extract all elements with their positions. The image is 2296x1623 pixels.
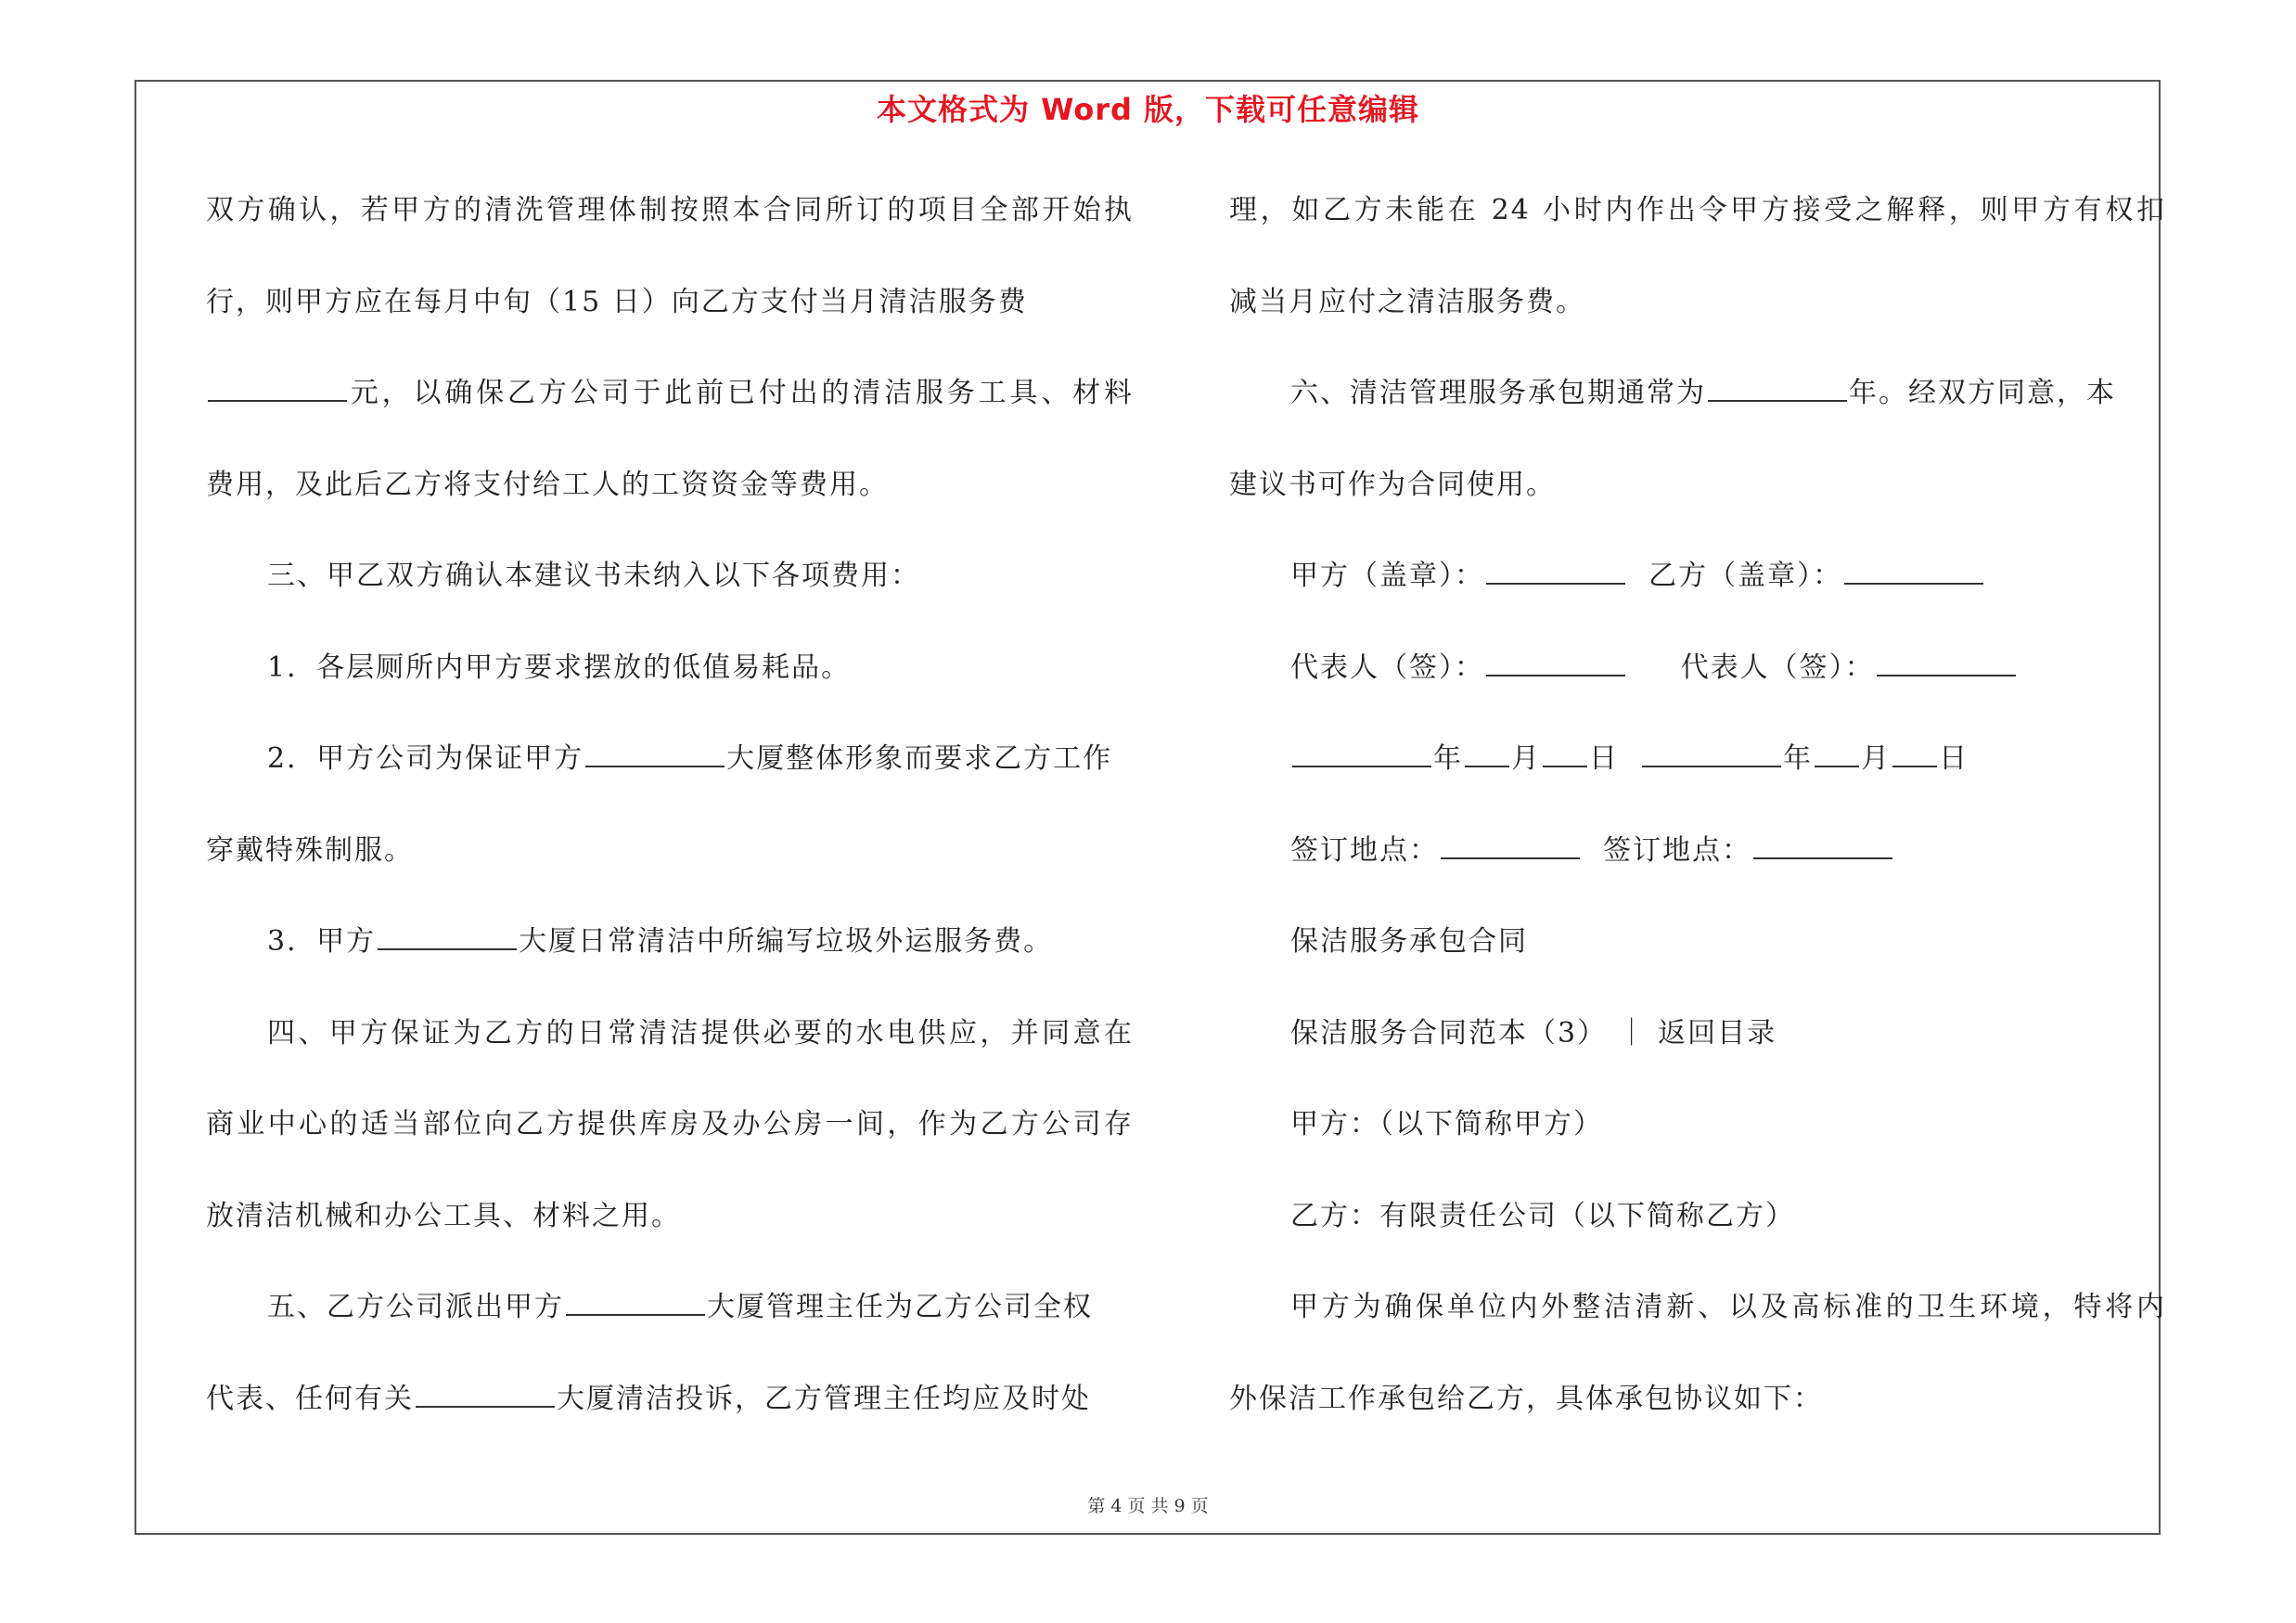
fill-in-blank: [1486, 654, 1625, 676]
text-line: 三、甲乙双方确认本建议书未纳入以下各项费用：: [267, 560, 920, 592]
fill-in-blank: [416, 1385, 555, 1408]
fill-in-blank: [208, 380, 347, 402]
text-fragment: 元，以确保乙方公司于此前已付出的清洁服务工具、材料: [349, 377, 1134, 409]
text-fragment: 年: [1433, 742, 1463, 775]
text-line: 双方确认，若甲方的清洗管理体制按照本合同所订的项目全部开始执: [206, 194, 1134, 226]
text-fragment: 大厦整体形象而要求乙方工作: [726, 742, 1113, 775]
text-fragment: 乙方（盖章）：: [1648, 560, 1843, 592]
text-fragment: 月: [1511, 742, 1541, 775]
text-fragment: 甲方（盖章）：: [1290, 560, 1484, 592]
fill-in-blank: [1441, 837, 1580, 859]
page-number: 第 4 页 共 9 页: [1087, 1496, 1209, 1516]
text-line: 建议书可作为合同使用。: [1229, 468, 1556, 501]
text-fragment: 年: [1783, 742, 1814, 775]
text-fragment: 五、乙方公司派出甲方: [267, 1291, 564, 1323]
text-fragment: 3．甲方: [267, 925, 377, 958]
text-fragment: 签订地点：: [1290, 833, 1439, 867]
text-line: 穿戴特殊制服。: [206, 833, 414, 867]
text-fragment: 代表、任何有关: [206, 1382, 414, 1415]
signing-place-line: [1229, 820, 2166, 912]
text-line: [206, 363, 1134, 455]
fill-in-blank: [566, 1294, 705, 1316]
text-line: 甲方：（以下简称甲方）: [1290, 1108, 1603, 1140]
text-line: [206, 911, 1134, 1003]
text-fragment: 代表人（签）：: [1290, 650, 1484, 684]
fill-in-blank: [378, 928, 517, 950]
right-text-column: [1229, 180, 2166, 1460]
text-line: 商业中心的适当部位向乙方提供库房及办公房一间，作为乙方公司存: [206, 1108, 1134, 1140]
text-line: [1229, 363, 2166, 455]
signature-line: [1229, 546, 2166, 638]
text-line: [206, 728, 1134, 820]
text-line: 外保洁工作承包给乙方，具体承包协议如下：: [1229, 1382, 1823, 1415]
text-line: 理，如乙方未能在 24 小时内作出令甲方接受之解释，则甲方有权扣: [1229, 194, 2166, 226]
text-fragment: 签订地点：: [1603, 833, 1752, 867]
contents-link[interactable]: 保洁服务合同范本（3） ｜ 返回目录: [1290, 1016, 1777, 1050]
text-line: 甲方为确保单位内外整洁清新、以及高标准的卫生环境，特将内: [1290, 1291, 2166, 1323]
section-heading: 保洁服务承包合同: [1290, 925, 1528, 958]
fill-in-blank: [1815, 745, 1859, 767]
fill-in-blank: [1292, 745, 1431, 767]
text-line: 费用，及此后乙方将支付给工人的工资资金等费用。: [206, 468, 889, 501]
text-line: [206, 1277, 1134, 1369]
text-fragment: 大厦管理主任为乙方公司全权: [707, 1291, 1093, 1323]
date-line: [1229, 728, 2166, 820]
text-fragment: 大厦日常清洁中所编写垃圾外运服务费。: [519, 925, 1054, 958]
text-line: [206, 1369, 1134, 1461]
text-fragment: 日: [1939, 742, 1969, 775]
document-header-notice: 本文格式为 Word 版，下载可任意编辑: [876, 92, 1420, 127]
fill-in-blank: [1642, 745, 1781, 767]
text-line: 四、甲方保证为乙方的日常清洁提供必要的水电供应，并同意在: [267, 1016, 1134, 1050]
text-fragment: 日: [1589, 742, 1619, 775]
text-fragment: 年。经双方同意，本: [1849, 377, 2116, 409]
text-line: 减当月应付之清洁服务费。: [1229, 285, 1585, 318]
text-line: 放清洁机械和办公工具、材料之用。: [206, 1199, 681, 1232]
fill-in-blank: [1486, 562, 1625, 585]
text-line: 1．各层厕所内甲方要求摆放的低值易耗品。: [267, 650, 852, 684]
fill-in-blank: [1543, 745, 1587, 767]
signature-line: [1229, 638, 2166, 729]
text-line: 乙方：有限责任公司（以下简称乙方）: [1290, 1199, 1795, 1232]
fill-in-blank: [1877, 654, 2016, 676]
text-fragment: 2．甲方公司为保证甲方: [267, 742, 584, 775]
text-line: 行，则甲方应在每月中旬（15 日）向乙方支付当月清洁服务费: [206, 285, 1028, 318]
text-fragment: 大厦清洁投诉，乙方管理主任均应及时处: [557, 1382, 1091, 1415]
text-fragment: 六、清洁管理服务承包期通常为: [1290, 377, 1706, 409]
text-fragment: 代表人（签）：: [1680, 650, 1875, 684]
text-fragment: 月: [1861, 742, 1892, 775]
fill-in-blank: [585, 745, 725, 767]
fill-in-blank: [1844, 562, 1983, 585]
fill-in-blank: [1753, 837, 1892, 859]
left-text-column: [206, 180, 1134, 1460]
fill-in-blank: [1708, 380, 1847, 402]
fill-in-blank: [1465, 745, 1509, 767]
fill-in-blank: [1892, 745, 1937, 767]
